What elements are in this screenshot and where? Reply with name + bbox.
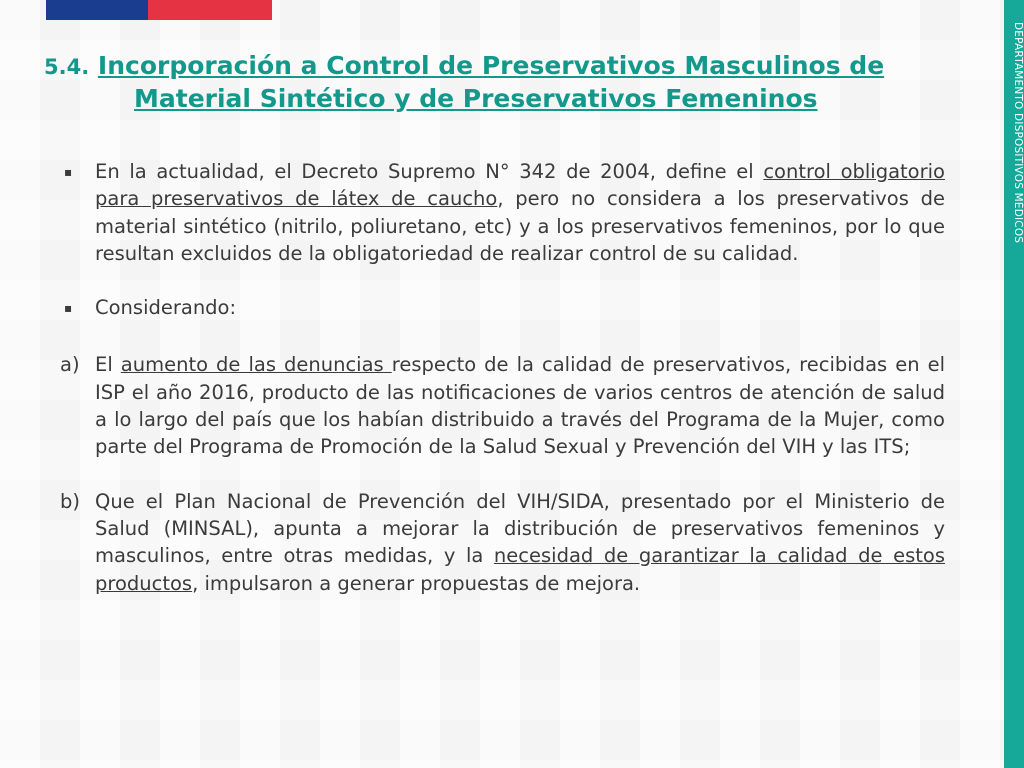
item-b-post: , impulsaron a generar propuestas de mejora. xyxy=(192,571,641,595)
list-item-a xyxy=(60,351,945,460)
item-b-underlined: necesidad de garantizar la calidad de estos productos xyxy=(95,544,945,595)
flag-stripe-blue xyxy=(46,0,148,20)
item-a-post: respecto de la calidad de preservativos, recibidas en el ISP el año 2016, producto de las notificaciones de varios centros de atención de salud a lo largo del país que los habían distribuido a través del Programa de la Mujer, como parte del Programa de Promoción de la Salud Sexual y Prevención del VIH y las ITS; xyxy=(95,353,945,459)
bullet-1-post: , pero no considera a los preservativos de material sintético (nitrilo, poliuretano, etc) y a los preservativos femeninos, por lo que resultan excluidos de la obligatoriedad de realizar control de su calidad. xyxy=(95,187,945,265)
list-text-a xyxy=(95,351,945,460)
slide-title xyxy=(44,50,1004,114)
slide-content xyxy=(60,158,945,597)
title-line-1: Incorporación a Control de Preservativos Masculinos de xyxy=(97,51,885,80)
bullet-text-1 xyxy=(95,158,945,267)
item-a-pre: El xyxy=(95,353,121,377)
bullet-item-1 xyxy=(60,158,945,267)
flag-stripe-red xyxy=(148,0,272,20)
square-bullet-icon: ▪ xyxy=(64,301,73,316)
item-b-pre: Que el Plan Nacional de Prevención del VIH/SIDA, presentado por el Ministerio de Salud (MINSAL), apunta a mejorar la distribución de preservativos femeninos y masculinos, entre otras medidas, y la xyxy=(95,489,945,568)
list-marker-b: b) xyxy=(60,489,80,513)
bullet-text-2: Considerando: xyxy=(95,296,237,320)
bullet-1-pre: En la actualidad, el Decreto Supremo N° 342 de 2004, define el xyxy=(95,160,764,183)
list-marker-a: a) xyxy=(60,353,80,377)
square-bullet-icon: ▪ xyxy=(64,165,73,179)
side-department-label: DEPARTAMENTO DISPOSITIVOS MÉDICOS xyxy=(1012,22,1024,244)
bullet-item-2 xyxy=(60,294,945,324)
list-text-b xyxy=(95,488,945,597)
item-a-underlined: aumento de las denuncias xyxy=(120,353,392,377)
title-line-2: Material Sintético y de Preservativos Femeninos xyxy=(134,84,818,113)
list-item-b xyxy=(60,488,945,597)
bullet-1-underlined: control obligatorio para preservativos de látex de caucho xyxy=(95,160,945,211)
title-number: 5.4. xyxy=(44,55,90,79)
